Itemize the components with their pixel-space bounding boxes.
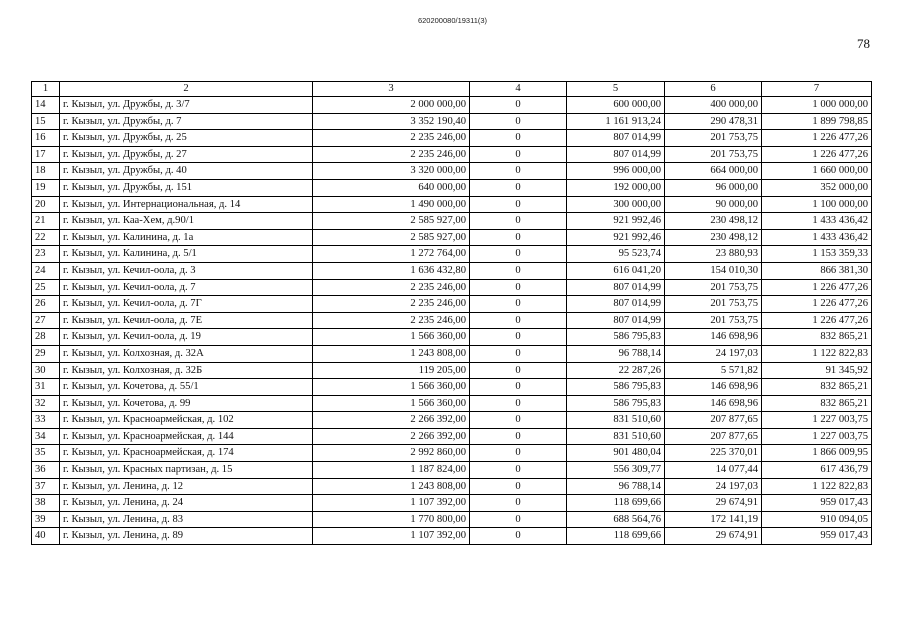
address-cell: г. Кызыл, ул. Кечил-оола, д. 19 [60,329,313,346]
amount-col6-cell: 664 000,00 [665,163,762,180]
amount-col6-cell: 96 000,00 [665,179,762,196]
row-number-cell: 25 [32,279,60,296]
amount-col3-cell: 1 187 824,00 [313,462,470,479]
amount-col4-cell: 0 [470,345,567,362]
amount-col5-cell: 556 309,77 [567,462,665,479]
table-row [32,130,872,147]
table-row [32,428,872,445]
table-row [32,478,872,495]
amount-col6-cell: 14 077,44 [665,462,762,479]
page-number: 78 [857,36,870,51]
amount-col5-cell: 118 699,66 [567,495,665,512]
amount-col7-cell: 959 017,43 [762,528,872,545]
amount-col6-cell: 290 478,31 [665,113,762,130]
row-number-cell: 33 [32,412,60,429]
amount-col7-cell: 832 865,21 [762,329,872,346]
address-cell: г. Кызыл, ул. Дружбы, д. 7 [60,113,313,130]
amount-col4-cell: 0 [470,262,567,279]
table-row [32,213,872,230]
amount-col3-cell: 3 352 190,40 [313,113,470,130]
amount-col6-cell: 29 674,91 [665,528,762,545]
amount-col6-cell: 154 010,30 [665,262,762,279]
amount-col5-cell: 831 510,60 [567,428,665,445]
table-row [32,395,872,412]
amount-col6-cell: 400 000,00 [665,97,762,114]
amount-col7-cell: 1 226 477,26 [762,279,872,296]
amount-col4-cell: 0 [470,362,567,379]
document-id: 620200080/19311(3) [417,16,488,25]
table-row [32,329,872,346]
address-cell: г. Кызыл, ул. Калинина, д. 5/1 [60,246,313,263]
address-cell: г. Кызыл, ул. Кочетова, д. 99 [60,395,313,412]
table-row [32,262,872,279]
amount-col6-cell: 146 698,96 [665,395,762,412]
row-number-cell: 20 [32,196,60,213]
row-number-cell: 18 [32,163,60,180]
amount-col3-cell: 2 266 392,00 [313,412,470,429]
amount-col3-cell: 640 000,00 [313,179,470,196]
amount-col5-cell: 807 014,99 [567,296,665,313]
amount-col4-cell: 0 [470,312,567,329]
address-cell: г. Кызыл, ул. Красноармейская, д. 174 [60,445,313,462]
table-row [32,229,872,246]
table-row [32,163,872,180]
amount-col3-cell: 2 235 246,00 [313,279,470,296]
address-cell: г. Кызыл, ул. Красноармейская, д. 102 [60,412,313,429]
address-cell: г. Кызыл, ул. Интернациональная, д. 14 [60,196,313,213]
address-cell: г. Кызыл, ул. Ленина, д. 89 [60,528,313,545]
address-cell: г. Кызыл, ул. Колхозная, д. 32А [60,345,313,362]
amount-col3-cell: 2 000 000,00 [313,97,470,114]
amount-col4-cell: 0 [470,478,567,495]
amount-col5-cell: 996 000,00 [567,163,665,180]
amount-col6-cell: 5 571,82 [665,362,762,379]
amount-col5-cell: 807 014,99 [567,279,665,296]
amount-col4-cell: 0 [470,97,567,114]
row-number-cell: 27 [32,312,60,329]
row-number-cell: 19 [32,179,60,196]
row-number-cell: 39 [32,511,60,528]
row-number-cell: 40 [32,528,60,545]
column-header: 2 [60,82,313,97]
column-header: 3 [313,82,470,97]
amount-col3-cell: 3 320 000,00 [313,163,470,180]
row-number-cell: 35 [32,445,60,462]
amount-col4-cell: 0 [470,329,567,346]
amount-col7-cell: 617 436,79 [762,462,872,479]
amount-col6-cell: 172 141,19 [665,511,762,528]
address-cell: г. Кызыл, ул. Калинина, д. 1а [60,229,313,246]
column-header: 5 [567,82,665,97]
amount-col5-cell: 586 795,83 [567,395,665,412]
amount-col6-cell: 230 498,12 [665,213,762,230]
amount-col6-cell: 201 753,75 [665,312,762,329]
amount-col4-cell: 0 [470,246,567,263]
address-cell: г. Кызыл, ул. Кечил-оола, д. 3 [60,262,313,279]
address-cell: г. Кызыл, ул. Ленина, д. 83 [60,511,313,528]
table-row [32,445,872,462]
amount-col7-cell: 1 899 798,85 [762,113,872,130]
amount-col6-cell: 207 877,65 [665,412,762,429]
amount-col7-cell: 832 865,21 [762,379,872,396]
amount-col3-cell: 2 585 927,00 [313,213,470,230]
amount-col3-cell: 1 243 808,00 [313,478,470,495]
table-row [32,345,872,362]
row-number-cell: 31 [32,379,60,396]
amount-col6-cell: 230 498,12 [665,229,762,246]
amount-col4-cell: 0 [470,395,567,412]
amount-col7-cell: 1 660 000,00 [762,163,872,180]
table-row [32,312,872,329]
amount-col4-cell: 0 [470,163,567,180]
row-number-cell: 32 [32,395,60,412]
amount-col7-cell: 1 100 000,00 [762,196,872,213]
amount-col6-cell: 23 880,93 [665,246,762,263]
amount-col4-cell: 0 [470,213,567,230]
amount-col5-cell: 616 041,20 [567,262,665,279]
amount-col3-cell: 1 566 360,00 [313,379,470,396]
amount-col5-cell: 586 795,83 [567,329,665,346]
amount-col7-cell: 866 381,30 [762,262,872,279]
amount-col5-cell: 807 014,99 [567,130,665,147]
amount-col6-cell: 24 197,03 [665,478,762,495]
amount-col7-cell: 1 433 436,42 [762,229,872,246]
table-row [32,412,872,429]
amount-col4-cell: 0 [470,113,567,130]
row-number-cell: 26 [32,296,60,313]
amount-col5-cell: 96 788,14 [567,345,665,362]
amount-col7-cell: 1 227 003,75 [762,428,872,445]
amount-col3-cell: 1 243 808,00 [313,345,470,362]
table-row [32,113,872,130]
amount-col5-cell: 586 795,83 [567,379,665,396]
row-number-cell: 28 [32,329,60,346]
address-cell: г. Кызыл, ул. Кечил-оола, д. 7Г [60,296,313,313]
row-number-cell: 14 [32,97,60,114]
table-header [32,82,872,97]
address-cell: г. Кызыл, ул. Кечил-оола, д. 7 [60,279,313,296]
amount-col4-cell: 0 [470,146,567,163]
table-body [32,97,872,545]
amount-col7-cell: 1 226 477,26 [762,296,872,313]
amount-col4-cell: 0 [470,196,567,213]
table-row [32,495,872,512]
amount-col3-cell: 119 205,00 [313,362,470,379]
amount-col5-cell: 1 161 913,24 [567,113,665,130]
amount-col5-cell: 96 788,14 [567,478,665,495]
amount-col5-cell: 921 992,46 [567,229,665,246]
amount-col6-cell: 146 698,96 [665,329,762,346]
amount-col3-cell: 1 107 392,00 [313,528,470,545]
amount-col7-cell: 1 226 477,26 [762,130,872,147]
table-row [32,246,872,263]
amount-col5-cell: 300 000,00 [567,196,665,213]
address-cell: г. Кызыл, ул. Дружбы, д. 40 [60,163,313,180]
address-cell: г. Кызыл, ул. Красных партизан, д. 15 [60,462,313,479]
table-row [32,179,872,196]
column-header: 6 [665,82,762,97]
table-row [32,296,872,313]
amount-col6-cell: 201 753,75 [665,146,762,163]
amount-col4-cell: 0 [470,495,567,512]
amount-col7-cell: 352 000,00 [762,179,872,196]
row-number-cell: 22 [32,229,60,246]
row-number-cell: 34 [32,428,60,445]
amount-col7-cell: 959 017,43 [762,495,872,512]
amount-col7-cell: 1 122 822,83 [762,345,872,362]
amount-col5-cell: 688 564,76 [567,511,665,528]
data-table [31,81,872,545]
row-number-cell: 17 [32,146,60,163]
amount-col4-cell: 0 [470,412,567,429]
row-number-cell: 23 [32,246,60,263]
address-cell: г. Кызыл, ул. Ленина, д. 24 [60,495,313,512]
table-row [32,379,872,396]
amount-col7-cell: 1 866 009,95 [762,445,872,462]
amount-col3-cell: 1 490 000,00 [313,196,470,213]
column-header: 7 [762,82,872,97]
amount-col4-cell: 0 [470,379,567,396]
address-cell: г. Кызыл, ул. Ленина, д. 12 [60,478,313,495]
row-number-cell: 29 [32,345,60,362]
amount-col7-cell: 1 000 000,00 [762,97,872,114]
amount-col5-cell: 22 287,26 [567,362,665,379]
column-header: 1 [32,82,60,97]
table-row [32,462,872,479]
amount-col7-cell: 91 345,92 [762,362,872,379]
table-row [32,511,872,528]
table-row [32,196,872,213]
column-header: 4 [470,82,567,97]
amount-col5-cell: 807 014,99 [567,312,665,329]
address-cell: г. Кызыл, ул. Дружбы, д. 3/7 [60,97,313,114]
amount-col6-cell: 207 877,65 [665,428,762,445]
amount-col6-cell: 29 674,91 [665,495,762,512]
row-number-cell: 36 [32,462,60,479]
row-number-cell: 37 [32,478,60,495]
address-cell: г. Кызыл, ул. Красноармейская, д. 144 [60,428,313,445]
amount-col5-cell: 901 480,04 [567,445,665,462]
row-number-cell: 15 [32,113,60,130]
row-number-cell: 38 [32,495,60,512]
amount-col6-cell: 90 000,00 [665,196,762,213]
amount-col4-cell: 0 [470,528,567,545]
amount-col4-cell: 0 [470,229,567,246]
amount-col3-cell: 2 235 246,00 [313,146,470,163]
address-cell: г. Кызыл, ул. Кочетова, д. 55/1 [60,379,313,396]
amount-col4-cell: 0 [470,445,567,462]
amount-col4-cell: 0 [470,462,567,479]
amount-col4-cell: 0 [470,130,567,147]
row-number-cell: 30 [32,362,60,379]
row-number-cell: 16 [32,130,60,147]
amount-col3-cell: 2 235 246,00 [313,312,470,329]
amount-col3-cell: 2 266 392,00 [313,428,470,445]
amount-col3-cell: 1 566 360,00 [313,329,470,346]
table-row [32,146,872,163]
amount-col4-cell: 0 [470,296,567,313]
amount-col7-cell: 910 094,05 [762,511,872,528]
amount-col6-cell: 24 197,03 [665,345,762,362]
address-cell: г. Кызыл, ул. Кечил-оола, д. 7Е [60,312,313,329]
amount-col3-cell: 2 992 860,00 [313,445,470,462]
row-number-cell: 21 [32,213,60,230]
amount-col7-cell: 1 226 477,26 [762,146,872,163]
address-cell: г. Кызыл, ул. Дружбы, д. 27 [60,146,313,163]
amount-col5-cell: 192 000,00 [567,179,665,196]
amount-col7-cell: 1 153 359,33 [762,246,872,263]
amount-col4-cell: 0 [470,279,567,296]
amount-col7-cell: 832 865,21 [762,395,872,412]
amount-col3-cell: 1 566 360,00 [313,395,470,412]
table-row [32,528,872,545]
amount-col5-cell: 921 992,46 [567,213,665,230]
amount-col4-cell: 0 [470,511,567,528]
amount-col7-cell: 1 227 003,75 [762,412,872,429]
amount-col4-cell: 0 [470,179,567,196]
amount-col6-cell: 201 753,75 [665,130,762,147]
amount-col6-cell: 201 753,75 [665,279,762,296]
address-cell: г. Кызыл, ул. Дружбы, д. 25 [60,130,313,147]
row-number-cell: 24 [32,262,60,279]
amount-col6-cell: 201 753,75 [665,296,762,313]
amount-col5-cell: 95 523,74 [567,246,665,263]
amount-col7-cell: 1 122 822,83 [762,478,872,495]
amount-col3-cell: 2 585 927,00 [313,229,470,246]
amount-col3-cell: 1 272 764,00 [313,246,470,263]
amount-col5-cell: 600 000,00 [567,97,665,114]
amount-col5-cell: 807 014,99 [567,146,665,163]
amount-col3-cell: 2 235 246,00 [313,296,470,313]
amount-col6-cell: 225 370,01 [665,445,762,462]
header-row [32,82,872,97]
amount-col3-cell: 1 636 432,80 [313,262,470,279]
address-cell: г. Кызыл, ул. Каа-Хем, д.90/1 [60,213,313,230]
amount-col4-cell: 0 [470,428,567,445]
amount-col3-cell: 1 770 800,00 [313,511,470,528]
address-cell: г. Кызыл, ул. Дружбы, д. 151 [60,179,313,196]
table-row [32,362,872,379]
amount-col5-cell: 831 510,60 [567,412,665,429]
amount-col3-cell: 2 235 246,00 [313,130,470,147]
address-cell: г. Кызыл, ул. Колхозная, д. 32Б [60,362,313,379]
table-row [32,279,872,296]
amount-col7-cell: 1 226 477,26 [762,312,872,329]
amount-col3-cell: 1 107 392,00 [313,495,470,512]
amount-col5-cell: 118 699,66 [567,528,665,545]
amount-col7-cell: 1 433 436,42 [762,213,872,230]
table-row [32,97,872,114]
amount-col6-cell: 146 698,96 [665,379,762,396]
